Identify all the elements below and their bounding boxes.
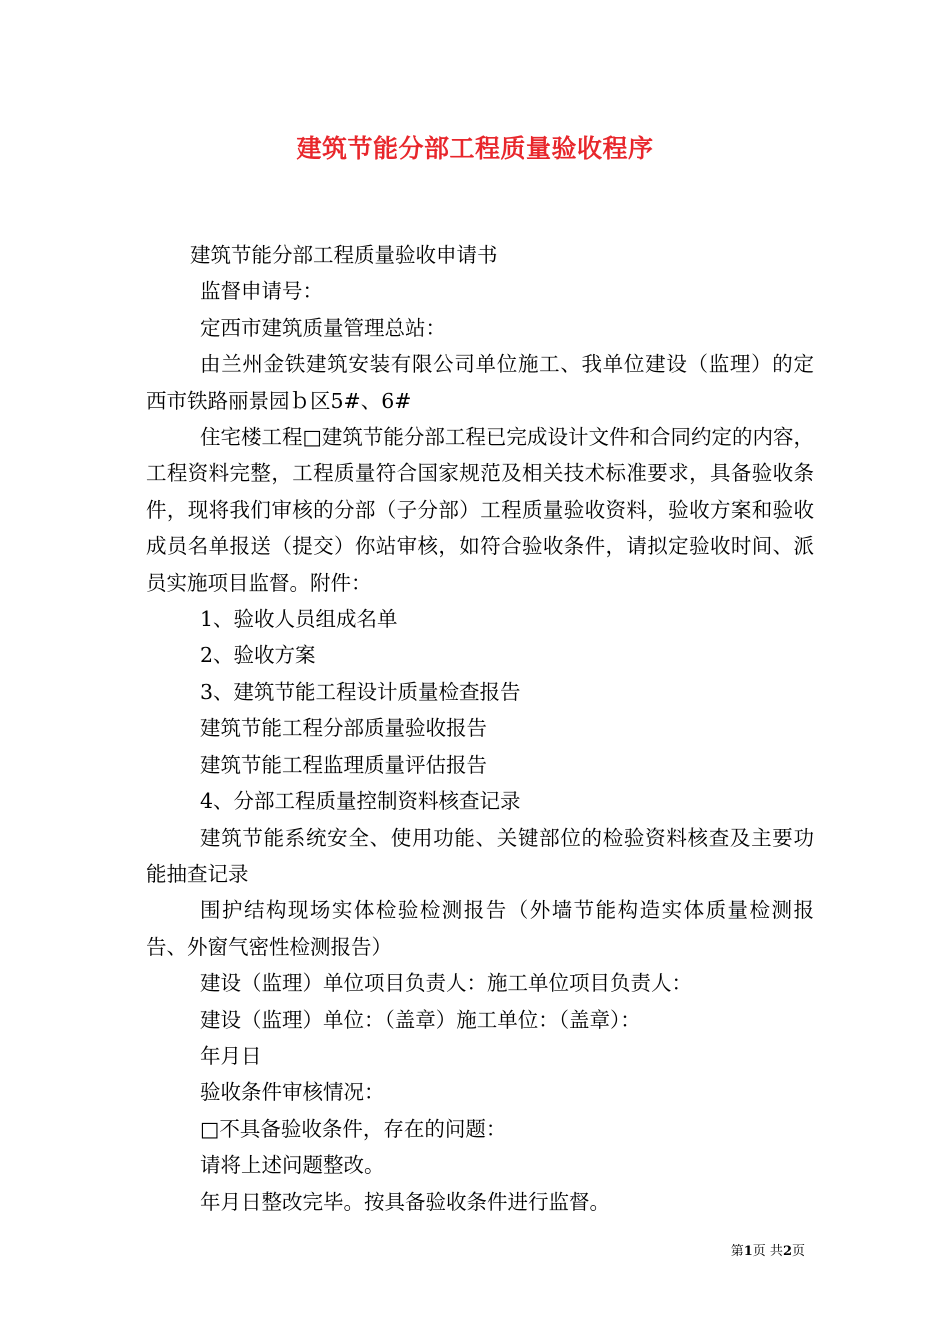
paragraph-application-title: 建筑节能分部工程质量验收申请书 xyxy=(190,243,498,267)
paragraph-rectify: 请将上述问题整改。 xyxy=(200,1153,385,1178)
document-body xyxy=(146,237,814,1220)
footer-middle: 页 共 xyxy=(752,1244,783,1259)
footer-current-page: 1 xyxy=(743,1244,753,1259)
paragraph-addressee: 定西市建筑质量管理总站： xyxy=(200,315,446,340)
paragraph-rectify-complete: 年月日整改完毕。按具备验收条件进行监督。 xyxy=(200,1189,610,1214)
footer-prefix: 第 xyxy=(730,1244,744,1259)
paragraph-attachment-4: 4、分部工程质量控制资料核查记录 xyxy=(200,789,521,814)
page-number-footer xyxy=(731,1244,805,1260)
document-title: 建筑节能分部工程质量验收程序 xyxy=(296,134,654,163)
paragraph-contractor: 由兰州金铁建筑安装有限公司单位施工、我单位建设（监理）的定西市铁路丽景园ｂ区5#、6# xyxy=(146,352,814,413)
paragraph-attachment-2: 2、验收方案 xyxy=(200,643,316,668)
paragraph-review-status: 验收条件审核情况： xyxy=(200,1080,385,1105)
paragraph-supervision-report: 建筑节能工程监理质量评估报告 xyxy=(200,752,487,777)
paragraph-supervision-number: 监督申请号： xyxy=(200,279,323,304)
paragraph-acceptance-report: 建筑节能工程分部质量验收报告 xyxy=(200,716,487,741)
paragraph-seals: 建设（监理）单位：（盖章）施工单位：（盖章）： xyxy=(200,1007,641,1032)
paragraph-attachment-3: 3、建筑节能工程设计质量检查报告 xyxy=(200,679,521,704)
paragraph-responsible-persons: 建设（监理）单位项目负责人：施工单位项目负责人： xyxy=(200,971,692,996)
paragraph-system-safety: 建筑节能系统安全、使用功能、关键部位的检验资料核查及主要功能抽查记录 xyxy=(146,825,814,886)
paragraph-project-statement: 住宅楼工程□建筑节能分部工程已完成设计文件和合同约定的内容，工程资料完整，工程质量符合国家规范及相关技术标准要求，具备验收条件，现将我们审核的分部（子分部）工程质量验收资料，验收方案和验收成员名单报送（提交）你站审核，如符合验收条件，请拟定验收时间、派员实施项目监督。附件： xyxy=(146,425,814,595)
footer-total-pages: 2 xyxy=(782,1244,792,1259)
paragraph-not-eligible: □不具备验收条件，存在的问题： xyxy=(200,1116,507,1141)
paragraph-attachment-1: 1、验收人员组成名单 xyxy=(200,607,398,632)
paragraph-date-1: 年月日 xyxy=(200,1043,262,1068)
footer-suffix: 页 xyxy=(791,1244,805,1259)
paragraph-envelope-test: 围护结构现场实体检验检测报告（外墙节能构造实体质量检测报告、外窗气密性检测报告） xyxy=(146,898,814,959)
